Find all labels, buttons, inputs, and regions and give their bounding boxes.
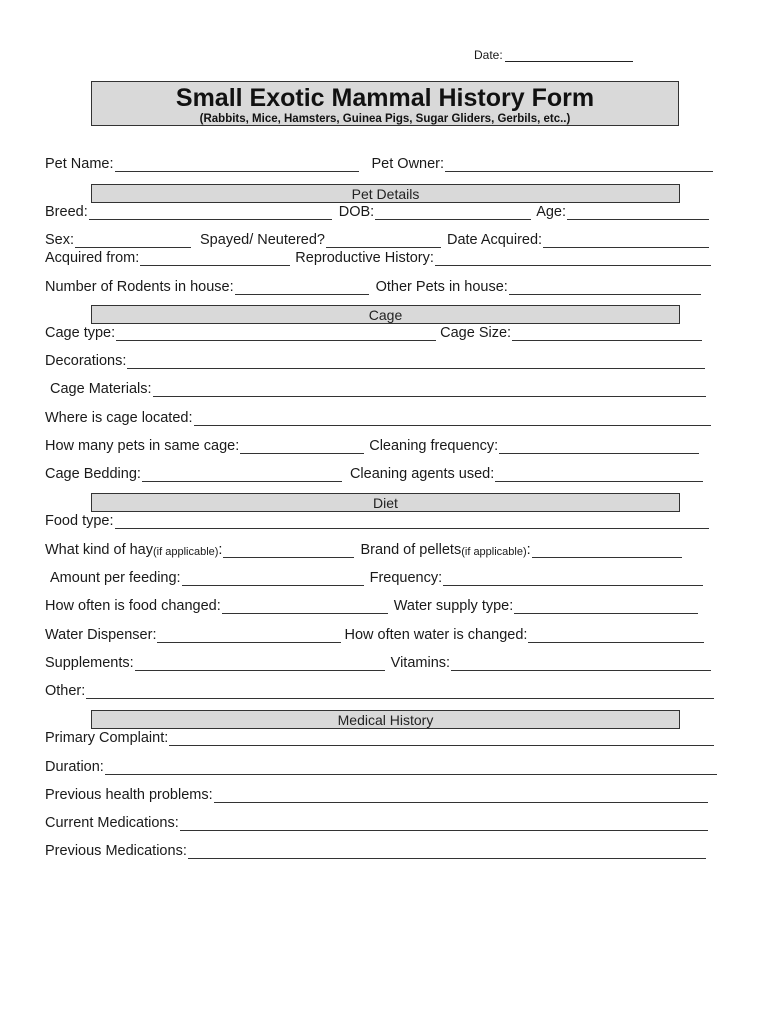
complaint-field <box>45 730 714 746</box>
supplements-label: Supplements: <box>45 655 134 671</box>
complaint-line[interactable] <box>169 731 714 746</box>
food-changed-row <box>45 596 698 614</box>
previous-problems-row <box>45 785 708 803</box>
bedding-line[interactable] <box>142 467 342 482</box>
dob-label: DOB: <box>338 204 375 220</box>
cage-type-line[interactable] <box>116 326 436 341</box>
same-cage-line[interactable] <box>240 439 364 454</box>
water-supply-line[interactable] <box>514 599 698 614</box>
section-medical-history: Medical History <box>91 710 680 729</box>
current-meds-row <box>45 813 708 831</box>
agents-line[interactable] <box>495 467 703 482</box>
agents-field <box>350 466 703 482</box>
pet-name-line[interactable] <box>115 157 359 172</box>
frequency-field <box>370 570 704 586</box>
materials-field <box>50 381 706 397</box>
location-line[interactable] <box>194 411 711 426</box>
bedding-row <box>45 464 703 482</box>
other-pets-field <box>376 279 701 295</box>
breed-line[interactable] <box>89 205 332 220</box>
materials-row <box>50 379 706 397</box>
decorations-row <box>45 351 705 369</box>
food-changed-field <box>45 598 388 614</box>
rodents-label: Number of Rodents in house: <box>45 279 234 295</box>
current-meds-label: Current Medications: <box>45 815 179 831</box>
pellets-colon: : <box>526 542 531 558</box>
duration-field <box>45 759 717 775</box>
decorations-line[interactable] <box>127 354 705 369</box>
pet-owner-label: Pet Owner: <box>371 156 445 172</box>
breed-field <box>45 204 332 220</box>
frequency-line[interactable] <box>443 571 703 586</box>
repro-label: Reproductive History: <box>295 250 434 266</box>
date-acquired-field <box>447 232 709 248</box>
repro-field <box>295 250 711 266</box>
cage-type-label: Cage type: <box>45 325 116 341</box>
pellets-label: Brand of pellets <box>360 542 462 558</box>
location-label: Where is cage located: <box>45 410 193 426</box>
cage-type-field <box>45 325 436 341</box>
sex-label: Sex: <box>45 232 75 248</box>
breed-row <box>45 202 709 220</box>
amount-label: Amount per feeding: <box>50 570 181 586</box>
other-field <box>45 683 714 699</box>
water-changed-label: How often water is changed: <box>344 627 528 643</box>
materials-line[interactable] <box>153 382 706 397</box>
bedding-label: Cage Bedding: <box>45 466 141 482</box>
acquired-row <box>45 248 711 266</box>
supplements-row <box>45 653 711 671</box>
water-changed-field <box>344 627 704 643</box>
dispenser-label: Water Dispenser: <box>45 627 157 643</box>
hay-colon: : <box>218 542 223 558</box>
form-subtitle: (Rabbits, Mice, Hamsters, Guinea Pigs, Sugar Gliders, Gerbils, etc..) <box>199 113 571 125</box>
repro-line[interactable] <box>435 251 711 266</box>
amount-row <box>50 568 703 586</box>
pet-owner-line[interactable] <box>445 157 713 172</box>
duration-label: Duration: <box>45 759 104 775</box>
hay-field <box>45 542 354 558</box>
rodents-row <box>45 277 701 295</box>
same-cage-field <box>45 438 364 454</box>
pet-owner-field <box>372 156 714 172</box>
previous-problems-field <box>45 787 708 803</box>
spayed-line[interactable] <box>326 233 441 248</box>
date-acquired-line[interactable] <box>543 233 709 248</box>
dispenser-row <box>45 625 704 643</box>
rodents-field <box>45 279 369 295</box>
vitamins-label: Vitamins: <box>390 655 451 671</box>
decorations-field <box>45 353 705 369</box>
cage-size-label: Cage Size: <box>440 325 512 341</box>
previous-meds-line[interactable] <box>188 844 706 859</box>
form-title: Small Exotic Mammal History Form <box>175 84 595 112</box>
owner-row <box>45 154 713 172</box>
date-label: Date: <box>474 48 503 62</box>
food-changed-line[interactable] <box>222 599 388 614</box>
pellets-field <box>360 542 681 558</box>
pellets-line[interactable] <box>532 543 682 558</box>
vitamins-line[interactable] <box>451 656 711 671</box>
breed-label: Breed: <box>45 204 88 220</box>
supplements-field <box>45 655 385 671</box>
other-pets-line[interactable] <box>509 280 701 295</box>
bedding-field <box>45 466 342 482</box>
hay-if-applicable: (if applicable) <box>153 546 219 558</box>
dispenser-line[interactable] <box>157 628 341 643</box>
pellets-if-applicable: (if applicable) <box>461 546 527 558</box>
food-type-line[interactable] <box>115 514 709 529</box>
duration-line[interactable] <box>105 760 717 775</box>
date-acquired-label: Date Acquired: <box>446 232 543 248</box>
other-pets-label: Other Pets in house: <box>375 279 508 295</box>
other-row <box>45 681 714 699</box>
location-field <box>45 410 711 426</box>
previous-meds-label: Previous Medications: <box>45 843 187 859</box>
pet-name-field <box>45 156 359 172</box>
date-field <box>474 48 633 62</box>
section-cage: Cage <box>91 305 680 324</box>
hay-row <box>45 540 682 558</box>
age-field <box>536 204 709 220</box>
dob-line[interactable] <box>375 205 531 220</box>
sex-line[interactable] <box>75 233 191 248</box>
age-label: Age: <box>536 204 567 220</box>
hay-label: What kind of hay <box>45 542 153 558</box>
dispenser-field <box>45 627 341 643</box>
age-line[interactable] <box>567 205 709 220</box>
dob-field <box>339 204 531 220</box>
hay-line[interactable] <box>223 543 354 558</box>
title-box <box>91 81 679 126</box>
current-meds-field <box>45 815 708 831</box>
cage-size-line[interactable] <box>512 326 702 341</box>
same-cage-row <box>45 436 699 454</box>
frequency-label: Frequency: <box>369 570 443 586</box>
spayed-label: Spayed/ Neutered? <box>200 232 325 248</box>
acquired-from-label: Acquired from: <box>45 250 140 266</box>
section-pet-details: Pet Details <box>91 184 680 203</box>
location-row <box>45 408 711 426</box>
date-input-line[interactable] <box>505 49 633 62</box>
food-type-row <box>45 511 709 529</box>
previous-problems-line[interactable] <box>214 788 708 803</box>
food-type-field <box>45 513 709 529</box>
amount-field <box>50 570 364 586</box>
current-meds-line[interactable] <box>180 816 708 831</box>
rodents-line[interactable] <box>235 280 369 295</box>
sex-row <box>45 230 709 248</box>
supplements-line[interactable] <box>135 656 385 671</box>
food-changed-label: How often is food changed: <box>45 598 221 614</box>
water-supply-field <box>394 598 699 614</box>
sex-field <box>45 232 191 248</box>
complaint-row <box>45 728 714 746</box>
acquired-from-line[interactable] <box>140 251 290 266</box>
cleaning-freq-line[interactable] <box>499 439 699 454</box>
cleaning-freq-label: Cleaning frequency: <box>369 438 499 454</box>
other-line[interactable] <box>86 684 714 699</box>
cage-type-row <box>45 323 702 341</box>
water-changed-line[interactable] <box>528 628 704 643</box>
section-diet: Diet <box>91 493 680 512</box>
pet-name-label: Pet Name: <box>45 156 114 172</box>
other-label: Other: <box>45 683 86 699</box>
duration-row <box>45 757 717 775</box>
water-supply-label: Water supply type: <box>393 598 514 614</box>
acquired-from-field <box>45 250 290 266</box>
previous-meds-row <box>45 841 706 859</box>
vitamins-field <box>391 655 711 671</box>
same-cage-label: How many pets in same cage: <box>45 438 240 454</box>
agents-label: Cleaning agents used: <box>349 466 495 482</box>
food-type-label: Food type: <box>45 513 114 529</box>
decorations-label: Decorations: <box>45 353 127 369</box>
cleaning-freq-field <box>369 438 699 454</box>
amount-line[interactable] <box>182 571 364 586</box>
spayed-field <box>200 232 441 248</box>
previous-meds-field <box>45 843 706 859</box>
cage-size-field <box>440 325 702 341</box>
materials-label: Cage Materials: <box>50 381 152 397</box>
complaint-label: Primary Complaint: <box>45 730 169 746</box>
previous-problems-label: Previous health problems: <box>45 787 213 803</box>
